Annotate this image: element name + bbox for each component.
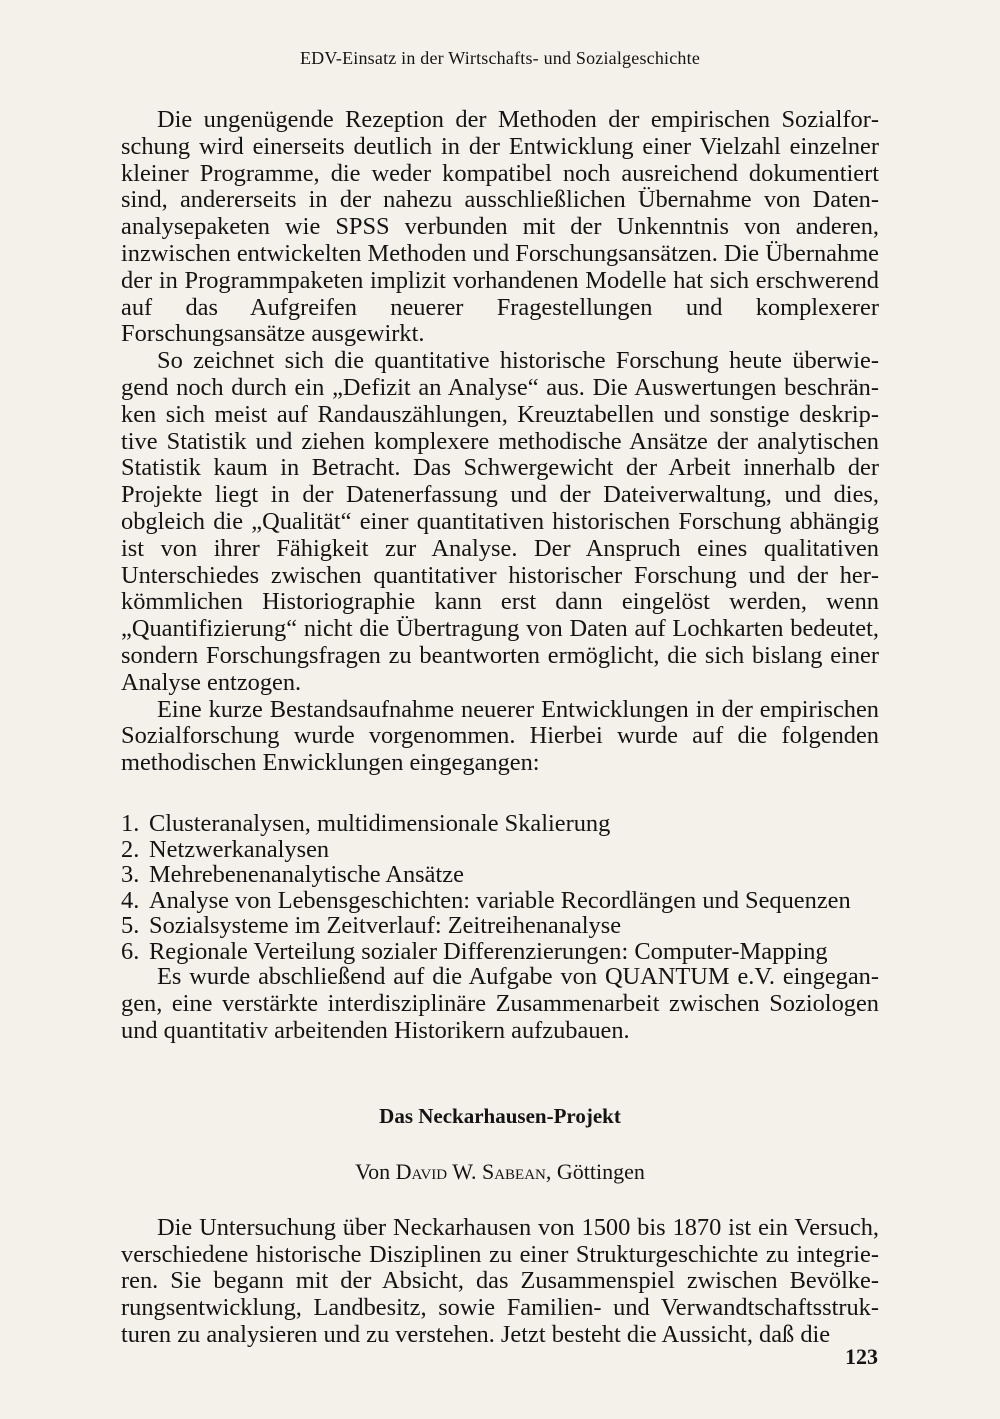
list-item: 6. Regionale Verteilung sozialer Differenzierungen: Computer-Mapping [121,937,828,965]
closing-paragraph: Es wurde abschließend auf die Aufgabe von QUANTUM e.V. eingegangen, eine verstärkte interdisziplinäre Zusammenarbeit zwischen Soziologen und quantitativ arbeitenden Historikern aufzubauen. [121,963,879,1045]
page-number: 123 [845,1344,878,1369]
methods-list [121,811,879,965]
section-paragraph: Die Untersuchung über Neckarhausen von 1500 bis 1870 ist ein Versuch, verschiedene historische Disziplinen zu einer Strukturgeschichte zu integrieren. Sie begann mit der Absicht, das Zusammenspiel zwischen Bevölkerungsentwicklung, Landbesitz, sowie Familien- und Verwandtschaftsstrukturen zu analysieren und zu verstehen. Jetzt besteht die Aussicht, daß die [121,1213,879,1349]
byline: Von David W. Sabean, Göttingen [355,1158,645,1184]
paragraph-2: So zeichnet sich die quantitative historische Forschung heute überwiegend noch durch ein „Defizit an Analyse“ aus. Die Auswertungen beschränken sich meist auf Randauszählungen, Kreuztabellen und sonstige deskriptive Statistik und ziehen komplexere methodische Ansätze der analytischen Statistik kaum in Betracht. Das Schwergewicht der Arbeit innerhalb der Projekte liegt in der Datenerfassung und der Dateiverwaltung, und dies, obgleich die „Qualität“ einer quantitativen historischen Forschung abhängig ist von ihrer Fähigkeit zur Analyse. Der Anspruch eines qualitativen Unterschiedes zwischen quantitativer historischer Forschung und der herkömmlichen Historiographie kann erst dann eingelöst werden, wenn „Quantifizierung“ nicht die Übertragung von Daten auf Lochkarten bedeutet, sondern Forschungsfragen zu beantworten ermöglicht, die sich bislang einer Analyse entzogen. [121,347,879,696]
section-title: Das Neckarhausen-Projekt [379,1103,621,1128]
list-item: 2. Netzwerkanalysen [121,835,330,863]
page-body [121,107,879,1349]
list-item: 5. Sozialsysteme im Zeitverlauf: Zeitreihenanalyse [121,912,622,940]
list-item: 3. Mehrebenenanalytische Ansätze [121,861,464,889]
list-item: 1. Clusteranalysen, multidimensionale Skalierung [121,809,611,837]
paragraph-3: Eine kurze Bestandsaufnahme neuerer Entwicklungen in der empirischen Sozialforschung wurde vorgenommen. Hierbei wurde auf die folgenden methodischen Enwicklungen eingegangen: [121,695,879,777]
paragraph-1: Die ungenügende Rezeption der Methoden der empirischen Sozialforschung wird einerseits deutlich in der Entwicklung einer Vielzahl einzelner kleiner Programme, die weder kompatibel noch ausreichend dokumentiert sind, andererseits in der nahezu ausschließlichen Übernahme von Datenanalysepaketen wie SPSS verbunden mit der Unkenntnis von anderen, inzwischen entwickelten Methoden und Forschungsansätzen. Die Übernahme der in Programmpaketen implizit vorhandenen Modelle hat sich erschwerend auf das Aufgreifen neuerer Fragestellungen und komplexerer Forschungsansätze ausgewirkt. [121,106,879,348]
list-item: 4. Analyse von Lebensgeschichten: variable Recordlängen und Sequenzen [121,886,851,914]
running-header: EDV-Einsatz in der Wirtschafts- und Sozialgeschichte [299,48,701,68]
author-name: David W. Sabean [395,1158,546,1184]
